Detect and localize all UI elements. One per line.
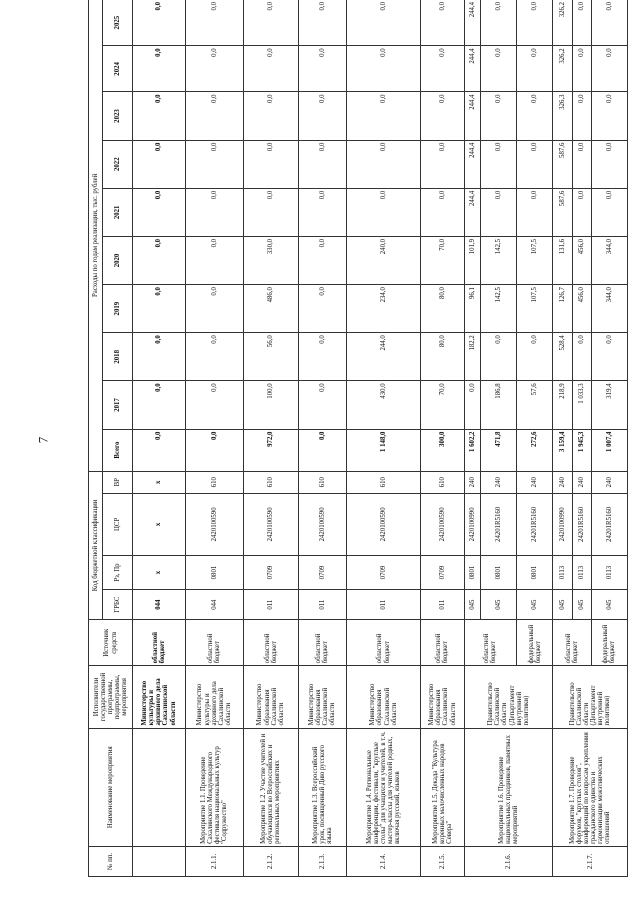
cell-year-value: 0,0 [421,0,464,46]
header-expenses: Расходы по годам реализации, тыс. рублей [89,0,103,471]
cell-grbs: 045 [591,590,627,620]
header-csr: ЦСР [103,493,133,555]
cell-year-value: 0,0 [133,92,186,140]
table-row [553,0,572,877]
cell-year-value: 218,9 [553,381,572,429]
cell-year-value: 430,0 [346,381,420,429]
cell-csr: 2420100990 [553,493,572,555]
cell-year-value: 0,0 [185,46,243,92]
cell-source: федеральный бюджет [517,620,553,666]
cell-year-value: 107,5 [517,285,553,333]
cell-executor: Министерство образования Сахалинской области [298,666,346,728]
header-grbs: ГРБС [103,590,133,620]
cell-csr: 24201R5160 [572,493,591,555]
table-row [421,0,464,877]
table-row [464,0,481,877]
cell-year-value: 142,5 [481,285,517,333]
cell-grbs: 045 [553,590,572,620]
cell-vr: x [133,471,186,493]
cell-csr: 2420100590 [346,493,420,555]
cell-rzpr: 0113 [572,555,591,589]
cell-year-value: 0,0 [572,140,591,188]
cell-year-value: 80,0 [421,285,464,333]
cell-year-value: 0,0 [517,188,553,236]
cell-source: областной бюджет [346,620,420,666]
cell-year-value: 0,0 [346,188,420,236]
cell-source: областной бюджет [553,620,591,666]
cell-grbs: 011 [346,590,420,620]
cell-year-value: 0,0 [298,188,346,236]
cell-year-value: 0,0 [591,140,627,188]
cell-grbs: 045 [464,590,481,620]
cell-year-value: 0,0 [133,46,186,92]
table-row [298,0,346,877]
table-row [243,0,298,877]
cell-vr: 610 [421,471,464,493]
cell-year-value: 0,0 [133,188,186,236]
cell-name: Мероприятие 1.3. Всероссийский урок, посвященный Дню русского языка [298,728,346,846]
cell-year-value: 142,5 [481,236,517,284]
cell-year-value: 587,6 [553,140,572,188]
cell-rzpr: 0709 [421,555,464,589]
header-year: 2025 [103,0,133,46]
cell-total: 0,0 [133,429,186,471]
cell-grbs: 045 [572,590,591,620]
cell-year-value: 0,0 [572,188,591,236]
cell-year-value: 244,4 [464,188,481,236]
cell-year-value: 100,0 [243,381,298,429]
cell-rzpr: 0113 [553,555,572,589]
cell-name: Мероприятие 1.4. Региональные конференции, фестивали, "круглые столы" для учащихся и учителей, в т.ч. мастер-классы для учителей родных, включая русский, языков [346,728,420,846]
header-year: 2018 [103,333,133,381]
cell-vr: 610 [243,471,298,493]
cell-year-value: 1 033,3 [572,381,591,429]
cell-total: 0,0 [185,429,243,471]
cell-year-value: 0,0 [517,0,553,46]
cell-year-value: 101,9 [464,236,481,284]
cell-year-value: 0,0 [572,333,591,381]
cell-source: федеральный бюджет [591,620,627,666]
header-name: Наименование мероприятия [89,728,133,846]
cell-executor: Министерство образования Сахалинской области [346,666,420,728]
cell-year-value: 0,0 [185,140,243,188]
cell-grbs: 044 [185,590,243,620]
cell-vr: 240 [591,471,627,493]
cell-year-value: 0,0 [185,381,243,429]
cell-no: 2.1.3. [298,846,346,876]
cell-rzpr: 0709 [298,555,346,589]
cell-year-value: 107,5 [517,236,553,284]
cell-name: Мероприятие 1.1. Проведение Сахалинского Международного фестиваля национальных культур "Содружество" [185,728,243,846]
cell-year-value: 244,4 [464,92,481,140]
cell-year-value: 0,0 [133,236,186,284]
cell-grbs: 045 [517,590,553,620]
cell-year-value: 0,0 [298,285,346,333]
cell-rzpr: 0801 [517,555,553,589]
cell-year-value: 0,0 [133,333,186,381]
cell-source: областной бюджет [298,620,346,666]
cell-total: 272,6 [517,429,553,471]
cell-name: Мероприятие 1.2. Участие учителей и обучающихся во Всероссийских и региональных мероприятиях [243,728,298,846]
cell-no [133,846,186,876]
cell-rzpr: 0801 [185,555,243,589]
cell-rzpr: 0801 [481,555,517,589]
cell-year-value: 0,0 [243,0,298,46]
cell-year-value: 0,0 [591,46,627,92]
cell-grbs: 011 [421,590,464,620]
cell-vr: 610 [185,471,243,493]
cell-year-value: 0,0 [133,0,186,46]
cell-year-value: 0,0 [243,140,298,188]
cell-year-value: 0,0 [464,381,481,429]
cell-total: 1 602,2 [464,429,481,471]
cell-executor: Правительство Сахалинской области (Департамент внутренней политики) [553,666,628,728]
cell-year-value: 0,0 [185,285,243,333]
cell-year-value: 0,0 [572,46,591,92]
cell-year-value: 0,0 [572,92,591,140]
cell-csr: 2420100590 [185,493,243,555]
cell-year-value: 0,0 [517,333,553,381]
cell-year-value: 0,0 [591,333,627,381]
cell-year-value: 56,0 [243,333,298,381]
cell-executor: Министерство культуры и архивного дела Сахалинской области [133,666,186,728]
cell-grbs: 045 [481,590,517,620]
header-year: 2021 [103,188,133,236]
header-year: 2020 [103,236,133,284]
cell-year-value: 0,0 [572,0,591,46]
cell-year-value: 0,0 [481,92,517,140]
cell-year-value: 240,0 [346,236,420,284]
cell-year-value: 0,0 [481,188,517,236]
cell-rzpr: 0801 [464,555,481,589]
cell-total: 1 148,0 [346,429,420,471]
cell-year-value: 0,0 [421,46,464,92]
cell-total: 300,0 [421,429,464,471]
cell-total: 3 159,4 [553,429,572,471]
cell-csr: 24201R5160 [517,493,553,555]
cell-year-value: 131,6 [553,236,572,284]
cell-rzpr: x [133,555,186,589]
cell-vr: 610 [346,471,420,493]
cell-year-value: 0,0 [517,92,553,140]
cell-source: областной бюджет [243,620,298,666]
cell-grbs: 011 [243,590,298,620]
cell-no: 2.1.7. [553,846,628,876]
cell-vr: 240 [553,471,572,493]
cell-year-value: 57,6 [517,381,553,429]
cell-year-value: 330,0 [243,236,298,284]
cell-year-value: 0,0 [421,92,464,140]
cell-csr: 2420100590 [421,493,464,555]
cell-year-value: 0,0 [133,140,186,188]
cell-no: 2.1.4. [346,846,420,876]
cell-year-value: 0,0 [517,140,553,188]
cell-vr: 240 [481,471,517,493]
cell-csr: 24201R5160 [481,493,517,555]
cell-year-value: 0,0 [481,333,517,381]
cell-rzpr: 0709 [346,555,420,589]
cell-year-value: 0,0 [298,381,346,429]
cell-year-value: 0,0 [346,46,420,92]
cell-name: Мероприятие 1.5. Декада "Культура коренных малочисленных народов Севера" [421,728,464,846]
cell-name: Мероприятие 1.7. Проведение форумов, "круглых столов", конференций по вопросам укрепления гражданского единства и гармонизации межэтнических отношений [553,728,628,846]
cell-year-value: 0,0 [185,92,243,140]
cell-no: 2.1.6. [464,846,553,876]
cell-year-value: 0,0 [346,0,420,46]
cell-year-value: 326,2 [553,46,572,92]
cell-no: 2.1.5. [421,846,464,876]
cell-year-value: 96,1 [464,285,481,333]
table-row [133,0,186,877]
header-year: 2019 [103,285,133,333]
cell-total: 0,0 [298,429,346,471]
cell-year-value: 0,0 [185,188,243,236]
cell-source: областной бюджет [464,620,517,666]
cell-year-value: 0,0 [481,0,517,46]
cell-year-value: 244,4 [464,0,481,46]
cell-year-value: 319,4 [591,381,627,429]
cell-year-value: 528,4 [553,333,572,381]
cell-year-value: 0,0 [133,381,186,429]
cell-executor: Министерство образования Сахалинской области [243,666,298,728]
cell-year-value: 244,0 [346,333,420,381]
cell-year-value: 344,0 [591,236,627,284]
cell-year-value: 344,0 [591,285,627,333]
cell-source: областной бюджет [133,620,186,666]
cell-year-value: 0,0 [421,188,464,236]
cell-source: областной бюджет [421,620,464,666]
cell-year-value: 0,0 [185,0,243,46]
cell-csr: 2420100990 [464,493,481,555]
header-budget-class: Код бюджетной классификации [89,471,103,620]
cell-csr: 24201R5160 [591,493,627,555]
header-total: Всего [103,429,133,471]
cell-name: Мероприятие 1.6. Проведение национальных праздников, памятных мероприятий [464,728,553,846]
page-number: 7 [35,436,51,444]
cell-grbs: 044 [133,590,186,620]
cell-year-value: 0,0 [591,92,627,140]
cell-year-value: 0,0 [185,333,243,381]
cell-year-value: 0,0 [298,236,346,284]
cell-year-value: 0,0 [346,140,420,188]
cell-year-value: 182,2 [464,333,481,381]
cell-total: 1 007,4 [591,429,627,471]
header-rzpr: Рз, Пр [103,555,133,589]
cell-no: 2.1.1. [185,846,243,876]
cell-grbs: 011 [298,590,346,620]
cell-year-value: 0,0 [298,140,346,188]
cell-csr: 2420100590 [243,493,298,555]
cell-vr: 240 [572,471,591,493]
table-row [346,0,420,877]
cell-year-value: 0,0 [346,92,420,140]
header-executor: Исполнители государственной программы, подпрограммы, мероприятия [89,666,133,728]
cell-name [133,728,186,846]
cell-year-value: 0,0 [481,140,517,188]
cell-year-value: 0,0 [591,188,627,236]
header-year: 2017 [103,381,133,429]
cell-year-value: 0,0 [298,0,346,46]
cell-year-value: 186,8 [481,381,517,429]
cell-year-value: 70,0 [421,381,464,429]
cell-year-value: 0,0 [481,46,517,92]
cell-year-value: 0,0 [517,46,553,92]
header-year: 2023 [103,92,133,140]
cell-csr: x [133,493,186,555]
cell-year-value: 126,7 [553,285,572,333]
cell-year-value: 587,6 [553,188,572,236]
cell-year-value: 0,0 [421,140,464,188]
cell-source: областной бюджет [185,620,243,666]
cell-rzpr: 0709 [243,555,298,589]
cell-year-value: 456,0 [572,285,591,333]
cell-year-value: 244,4 [464,46,481,92]
cell-year-value: 234,0 [346,285,420,333]
cell-year-value: 0,0 [243,188,298,236]
cell-year-value: 326,3 [553,92,572,140]
table-row [185,0,243,877]
cell-executor: Правительство Сахалинской области (Департамент внутренней политики) [464,666,553,728]
cell-total: 471,8 [481,429,517,471]
cell-year-value: 0,0 [298,46,346,92]
header-source: Источник средств [89,620,133,666]
cell-year-value: 80,0 [421,333,464,381]
cell-year-value: 0,0 [591,0,627,46]
header-year: 2024 [103,46,133,92]
cell-no: 2.1.2. [243,846,298,876]
cell-vr: 240 [464,471,481,493]
cell-rzpr: 0113 [591,555,627,589]
cell-vr: 610 [298,471,346,493]
header-vr: ВР [103,471,133,493]
cell-year-value: 70,0 [421,236,464,284]
cell-vr: 240 [517,471,553,493]
cell-year-value: 0,0 [243,46,298,92]
cell-total: 972,0 [243,429,298,471]
header-no: № пп. [89,846,133,876]
cell-year-value: 0,0 [185,236,243,284]
cell-year-value: 0,0 [243,92,298,140]
rotated-table-wrapper [88,0,628,877]
cell-year-value: 244,4 [464,140,481,188]
cell-year-value: 456,0 [572,236,591,284]
cell-executor: Министерство образования Сахалинской области [421,666,464,728]
cell-total: 1 945,3 [572,429,591,471]
cell-year-value: 326,2 [553,0,572,46]
cell-executor: Министерство культуры и архивного дела Сахалинской области [185,666,243,728]
cell-year-value: 0,0 [298,92,346,140]
budget-table [88,0,628,877]
cell-year-value: 486,0 [243,285,298,333]
cell-year-value: 0,0 [298,333,346,381]
cell-csr: 2420100590 [298,493,346,555]
header-year: 2022 [103,140,133,188]
cell-year-value: 0,0 [133,285,186,333]
